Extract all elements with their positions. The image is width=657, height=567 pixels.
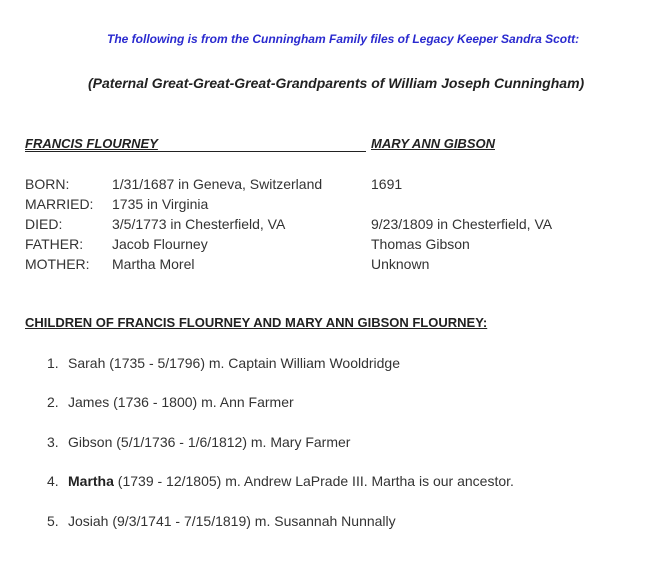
child-number: 4. [47, 473, 59, 489]
mary-father: Thomas Gibson [371, 236, 470, 252]
mother-label: MOTHER: [25, 256, 90, 272]
francis-married: 1735 in Virginia [112, 196, 209, 212]
francis-father: Jacob Flourney [112, 236, 208, 252]
child-details: Gibson (5/1/1736 - 1/6/1812) m. Mary Farmer [68, 434, 351, 450]
child-number: 5. [47, 513, 59, 529]
child-number: 1. [47, 355, 59, 371]
francis-died: 3/5/1773 in Chesterfield, VA [112, 216, 286, 232]
intro-text: The following is from the Cunningham Family files of Legacy Keeper Sandra Scott: [107, 32, 580, 46]
child-details: Josiah (9/3/1741 - 7/15/1819) m. Susannah Nunnally [68, 513, 396, 529]
child-details: James (1736 - 1800) m. Ann Farmer [68, 394, 294, 410]
child-details: Sarah (1735 - 5/1796) m. Captain William Wooldridge [68, 355, 401, 371]
mary-heading: MARY ANN GIBSON [371, 136, 495, 151]
francis-heading: FRANCIS FLOURNEY [25, 136, 158, 151]
francis-born: 1/31/1687 in Geneva, Switzerland [112, 176, 323, 192]
list-item [68, 434, 350, 450]
page-subtitle: (Paternal Great-Great-Great-Grandparents of William Joseph Cunningham) [88, 75, 585, 91]
mary-born: 1691 [371, 176, 403, 192]
child-details: (1739 - 12/1805) m. Andrew LaPrade III. Martha is our ancestor. [113, 473, 514, 489]
died-label: DIED: [25, 216, 63, 232]
mary-mother: Unknown [371, 256, 430, 272]
child-number: 3. [47, 434, 59, 450]
child-number: 2. [47, 394, 59, 410]
child-name-bold: Martha [68, 473, 114, 489]
heading-underline [25, 151, 366, 152]
list-item [68, 513, 396, 529]
list-item [68, 355, 400, 371]
born-label: BORN: [25, 176, 70, 192]
list-item [68, 473, 514, 489]
francis-mother: Martha Morel [112, 256, 195, 272]
married-label: MARRIED: [25, 196, 94, 212]
children-heading: CHILDREN OF FRANCIS FLOURNEY AND MARY ANN GIBSON FLOURNEY: [25, 315, 488, 330]
father-label: FATHER: [25, 236, 84, 252]
mary-died: 9/23/1809 in Chesterfield, VA [371, 216, 553, 232]
list-item [68, 394, 294, 410]
